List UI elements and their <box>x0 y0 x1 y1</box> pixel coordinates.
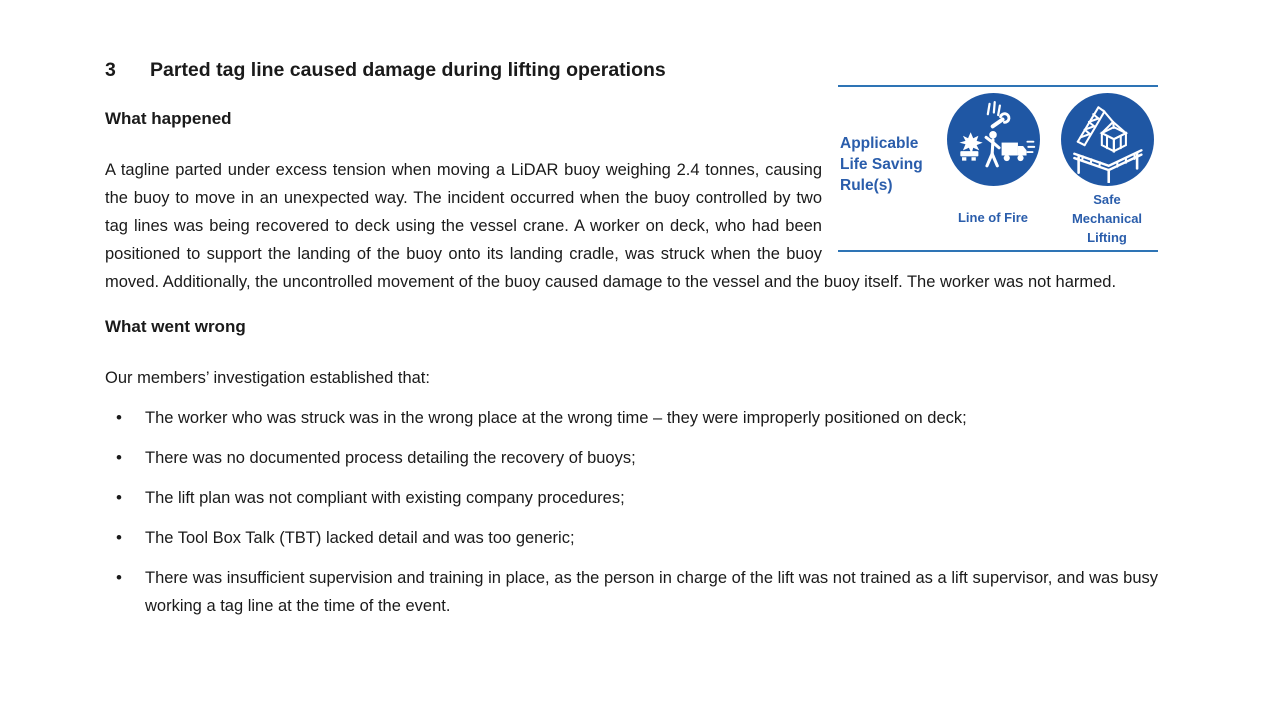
life-saving-rules-icons <box>942 87 1158 250</box>
finding-item: • The lift plan was not compliant with existing company procedures; <box>105 484 1158 512</box>
rule-name-safe-mechanical-lifting: Safe Mechanical Lifting <box>1071 192 1143 245</box>
document-content <box>105 58 1158 632</box>
finding-item: • The Tool Box Talk (TBT) lacked detail and was too generic; <box>105 524 1158 552</box>
line-of-fire-icon <box>947 93 1040 186</box>
finding-item: • There was no documented process detailing the recovery of buoys; <box>105 444 1158 472</box>
what-went-wrong-heading: What went wrong <box>105 317 246 336</box>
investigation-intro: Our members’ investigation established that: <box>105 369 430 387</box>
section-heading <box>105 58 822 82</box>
section-number: 3 <box>105 59 116 81</box>
rule-line-of-fire <box>942 93 1044 250</box>
findings-list <box>105 404 1158 620</box>
what-happened-heading: What happened <box>105 109 232 128</box>
life-saving-rules-box <box>838 85 1158 252</box>
finding-item: • There was insufficient supervision and training in place, as the person in charge of the lift was not trained as a lift supervisor, and was busy working a tag line at the time of the event. <box>105 564 1158 620</box>
life-saving-rules-label: Applicable Life Saving Rule(s) <box>840 135 923 194</box>
what-happened-paragraph: A tagline parted under excess tension when moving a LiDAR buoy weighing 2.4 tonnes, causing the buoy to move in an unexpected way. The incident occurred when the buoy controlled by two tag lines was being recovered to deck using the vessel crane. A worker on deck, who had been positioned to support the landing of the buoy onto its landing cradle, was struck when the buoy moved. Additionally, the uncontrolled movement of the buoy caused damage to the vessel and the buoy itself. The worker was not harmed. <box>105 161 1117 291</box>
section-title: Parted tag line caused damage during lifting operations <box>150 59 666 81</box>
rule-safe-mechanical-lifting <box>1056 93 1158 250</box>
safe-mechanical-lifting-icon <box>1061 93 1154 186</box>
finding-item: • The worker who was struck was in the wrong place at the wrong time – they were improperly positioned on deck; <box>105 404 1158 432</box>
rule-name-line-of-fire: Line of Fire <box>957 210 1029 225</box>
